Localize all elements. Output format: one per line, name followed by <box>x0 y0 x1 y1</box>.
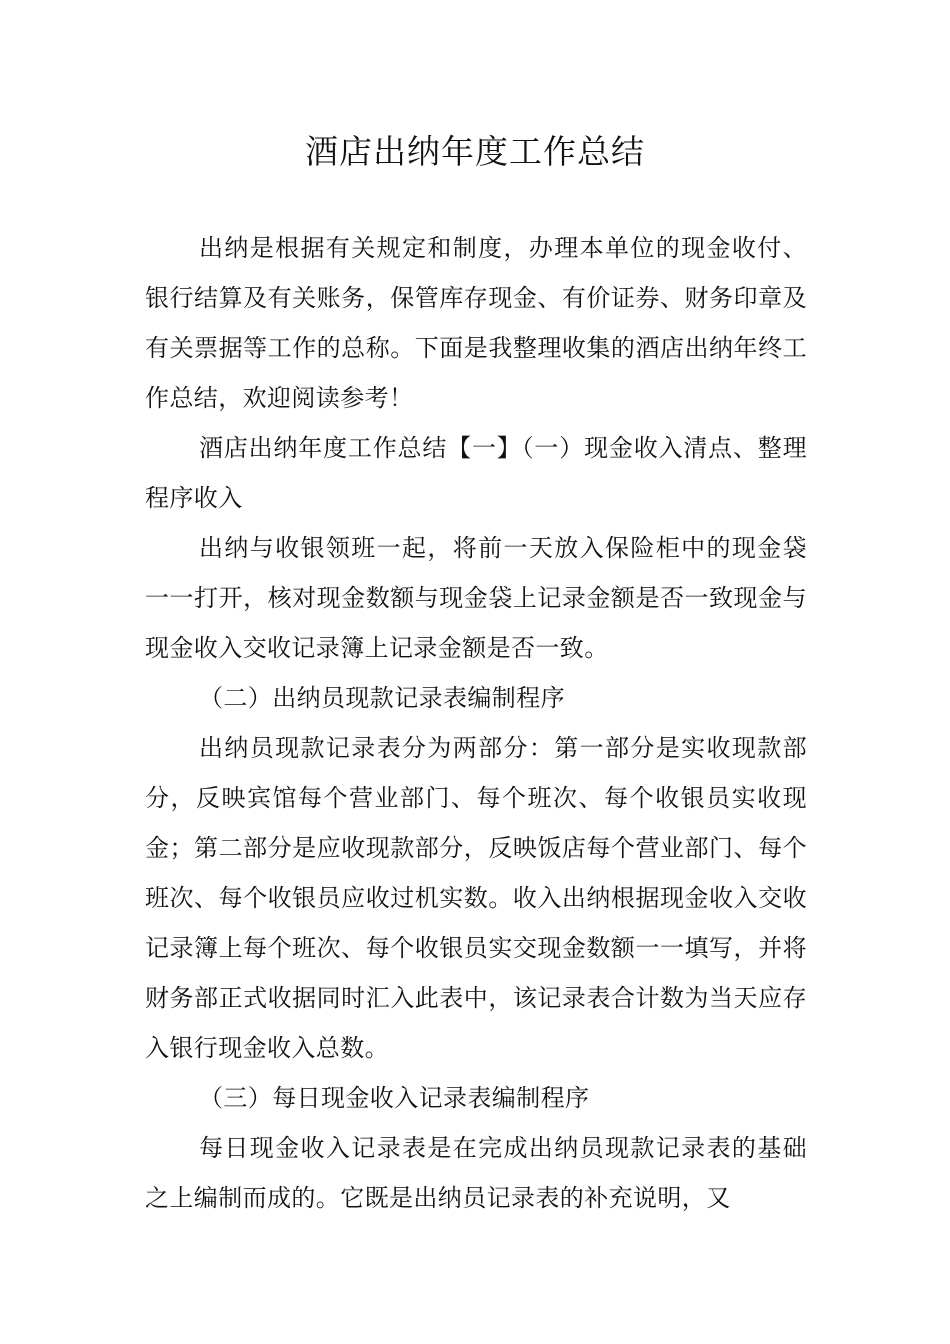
document-body <box>145 223 807 1223</box>
paragraph-section-three-heading: （三）每日现金收入记录表编制程序 <box>199 1084 590 1112</box>
paragraph-section-two-heading: （二）出纳员现款记录表编制程序 <box>199 684 565 712</box>
paragraph-cash-counting: 出纳与收银领班一起，将前一天放入保险柜中的现金袋一一打开，核对现金数额与现金袋上记录金额是否一致现金与现金收入交收记录簿上记录金额是否一致。 <box>145 534 807 662</box>
document-title: 酒店出纳年度工作总结 <box>305 132 645 171</box>
paragraph-section-one-heading: 酒店出纳年度工作总结【一】（一）现金收入清点、整理程序收入 <box>145 434 807 512</box>
paragraph-cashier-record: 出纳员现款记录表分为两部分：第一部分是实收现款部分，反映宾馆每个营业部门、每个班次、每个收银员实收现金；第二部分是应收现款部分，反映饭店每个营业部门、每个班次、每个收银员应收过机实数。收入出纳根据现金收入交收记录簿上每个班次、每个收银员实交现金数额一一填写，并将财务部正式收据同时汇入此表中，该记录表合计数为当天应存入银行现金收入总数。 <box>145 734 807 1062</box>
paragraph-daily-record: 每日现金收入记录表是在完成出纳员现款记录表的基础之上编制而成的。它既是出纳员记录表的补充说明，又 <box>145 1134 807 1212</box>
paragraph-intro: 出纳是根据有关规定和制度，办理本单位的现金收付、银行结算及有关账务，保管库存现金、有价证券、财务印章及有关票据等工作的总称。下面是我整理收集的酒店出纳年终工作总结，欢迎阅读参考！ <box>145 234 807 412</box>
